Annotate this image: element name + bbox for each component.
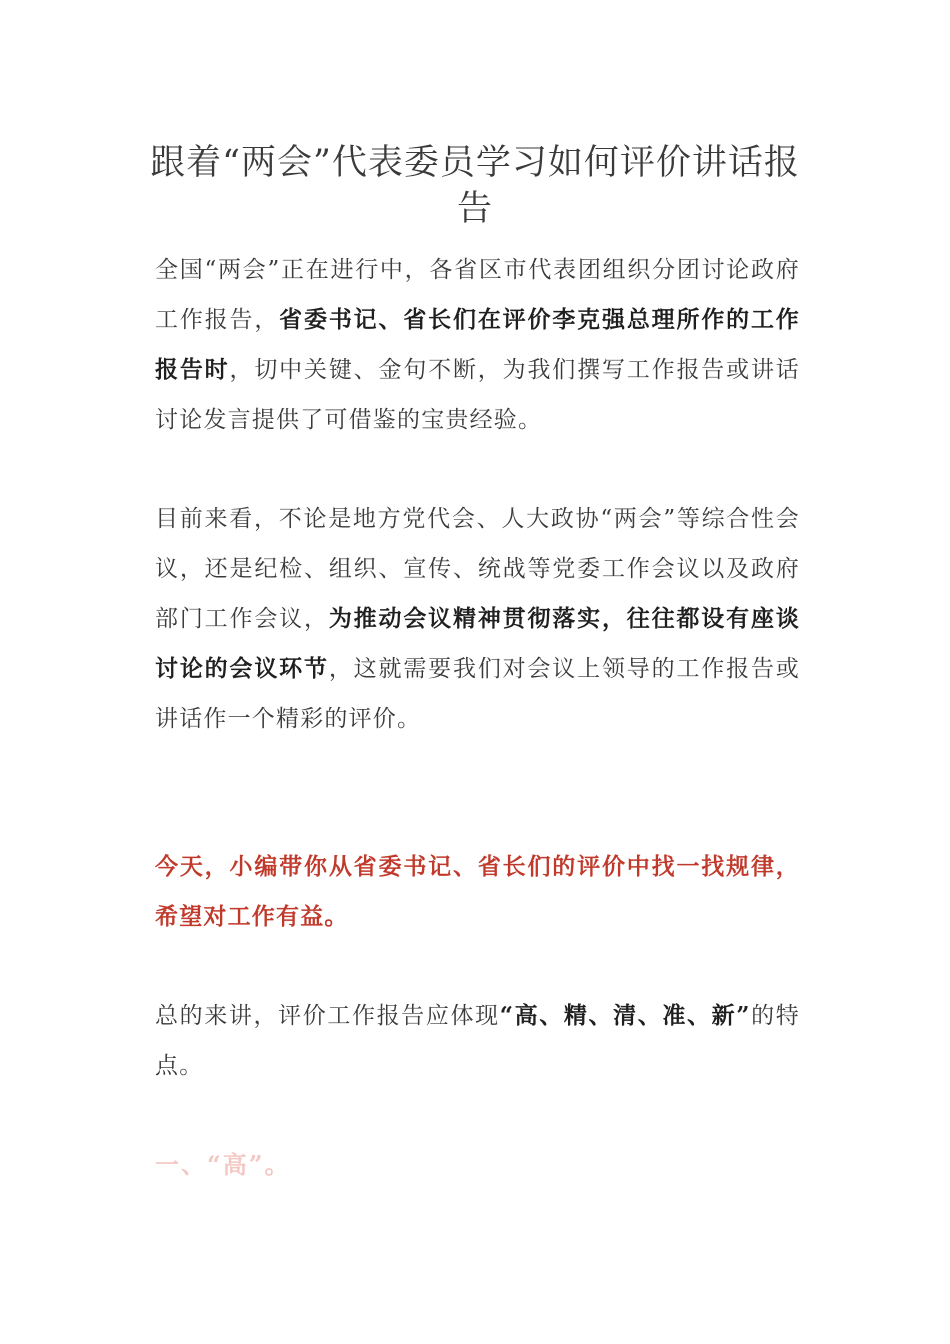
paragraph-context (155, 494, 800, 744)
document-title: 跟着“两会”代表委员学习如何评价讲话报告 (150, 143, 800, 229)
paragraph-summary-lead: 总的来讲，评价工作报告应体现 (155, 1003, 500, 1029)
paragraph-intro-bold: 省委书记、省长们在评价李克强总理所作的工作报告时 (155, 306, 801, 383)
paragraph-intro-tail: ，切中关键、金句不断，为我们撰写工作报告或讲话讨论发言提供了可借鉴的宝贵经验。 (155, 357, 800, 433)
paragraph-summary (155, 991, 800, 1091)
paragraph-intro (155, 245, 800, 445)
section-heading-gao: 一、“高”。 (155, 1150, 291, 1179)
paragraph-summary-tail: 的特点。 (155, 1003, 800, 1079)
paragraph-summary-bold: “高、精、清、准、新” (499, 1002, 751, 1029)
paragraph-highlight: 今天，小编带你从省委书记、省长们的评价中找一找规律，希望对工作有益。 (155, 853, 800, 930)
paragraph-context-tail: ，这就需要我们对会议上领导的工作报告或讲话作一个精彩的评价。 (155, 656, 800, 732)
paragraph-context-lead: 目前来看，不论是地方党代会、人大政协“两会”等综合性会议，还是纪检、组织、宣传、统战等党委工作会议以及政府部门工作会议， (155, 506, 800, 632)
paragraph-intro-lead: 全国“两会”正在进行中，各省区市代表团组织分团讨论政府工作报告， (155, 257, 800, 333)
paragraph-context-bold: 为推动会议精神贯彻落实，往往都设有座谈讨论的会议环节 (155, 605, 800, 682)
